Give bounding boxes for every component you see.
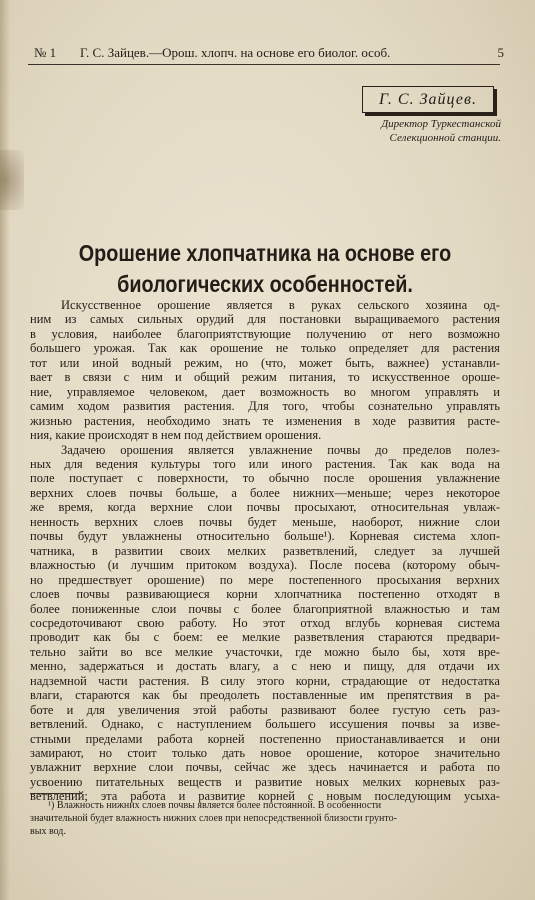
page-number: 5 — [497, 45, 504, 60]
body-line: влаги, стараются как бы преодолеть поставленные им препятствия в ра- — [30, 688, 500, 703]
body-line: верхних слоев почвы больше, а более нижних—меньше; через некоторое — [30, 485, 500, 500]
body-line: тельно зайти во все мелкие участочки, где можно было бы, хотя вре- — [30, 644, 500, 659]
body-line: в условия, наиболее благоприятствующие получению от него возможно — [30, 326, 500, 341]
paper-stain — [0, 150, 24, 210]
body-line: слоев почвы развивающиеся корни хлопчатника постепенно отходят в — [30, 587, 500, 601]
author-name-box — [362, 86, 494, 113]
article-title-line2: биологических особенностей. — [117, 271, 413, 297]
body-line: ных для ведения культуры того или иного растения. Так как вода на — [30, 456, 500, 471]
body-line: ние, управляемое человеком, дает возможность во многом управлять и — [30, 384, 500, 399]
author-affiliation-line2: Селекционной станции. — [389, 132, 501, 144]
body-line: замирают, но стоит только дать новое орошение, которое значительно — [30, 746, 500, 760]
body-line: же время, когда верхние слои почвы просыхают, относительная увлаж- — [30, 500, 500, 515]
body-line: самим ходом развития растения. Для того, чтобы сознательно управлять — [30, 399, 500, 414]
author-name: Г. С. Зайцев. — [379, 90, 477, 108]
body-line: стными пределами работа корней постепенно приостанавливается и они — [30, 731, 500, 746]
body-line: жизнью растения, необходимо знать те изменения в ходе развития расте- — [30, 413, 500, 428]
body-line: влажностью (и лучшим притоком воздуха). После посева (которому обыч- — [30, 558, 500, 573]
body-line: ветвлений; эта работа и развитие корней с новым последующим усыха- — [30, 789, 500, 804]
body-line: сосредоточивают свою работу. Но этот отход вглубь корневая система — [30, 615, 500, 630]
body-line: Задачею орошения является увлажнение почвы до пределов полез- — [61, 442, 500, 457]
body-line: ния, какие происходят в нем под действием орошения. — [30, 428, 322, 442]
page-edge-shadow — [0, 0, 10, 900]
article-title-line1: Орошение хлопчатника на основе его — [78, 240, 452, 266]
running-head-text: Г. С. Зайцев.—Орош. хлопч. на основе его биолог. особ. — [80, 45, 391, 60]
body-line: менно, задержаться и достать влагу, а с нею и пищу, для отдачи их — [30, 659, 500, 674]
body-line: поле поступает с поверхности, то обычно после орошения увлажнение — [30, 471, 500, 486]
body-line: но предшествует орошение) по мере постепенного просыхания верхних — [30, 572, 500, 587]
body-line: большего урожая. Так как орошение не только определяет для растения — [30, 341, 500, 356]
body-line: проводит как бы с боем: ее мелкие разветвления стараются предвари- — [30, 630, 500, 645]
body-line: Искусственное орошение является в руках сельского хозяина од- — [61, 298, 500, 312]
body-line: увлажнит верхние слои почвы, сейчас же здесь начинается и работа по — [30, 760, 500, 775]
body-line: чатника, в развитии своих мелких разветвлений, следует за лучшей — [30, 543, 500, 558]
body-line: тот или иной водный режим, но (что, может быть, важнее) устанавли- — [30, 355, 500, 370]
footnote-line2: значительной будет влажность нижних слоев при непосредственной близости грунто- — [30, 813, 397, 824]
header-rule — [28, 64, 500, 65]
body-line: ненность верхних слоев почвы будет меньше, наоборот, нижние слои — [30, 514, 500, 529]
footnote-line1: ¹) Влажность нижних слоев почвы является более постоянной. В особенности — [48, 800, 382, 811]
body-line: почвы будут увлажнены относительно больше¹). Корневая система хлоп- — [30, 529, 500, 544]
body-line: вает в связи с ним и общий режим питания, то искусственное ороше- — [30, 370, 500, 385]
author-affiliation-line1: Директор Туркестанской — [381, 118, 501, 130]
body-line: ветвлений. Однако, с наступлением большего иссушения почвы за изве- — [30, 717, 500, 731]
body-line: ним из самых сильных орудий для постановки выращиваемого растения — [30, 312, 500, 327]
body-line: более пониженные слои почвы с более благоприятной влажностью и там — [30, 601, 500, 616]
body-line: усвоению питательных веществ и развитие новых мелких корневых раз- — [30, 774, 500, 789]
footnote-rule — [30, 793, 82, 794]
body-line: боте и для увеличения этой работы развивают более густую сеть раз- — [30, 702, 500, 717]
footnote-line3: вых вод. — [30, 826, 66, 837]
body-line: надземной части растения. В силу этого корни, страдающие от недостатка — [30, 673, 500, 688]
issue-number: № 1 — [34, 45, 57, 60]
